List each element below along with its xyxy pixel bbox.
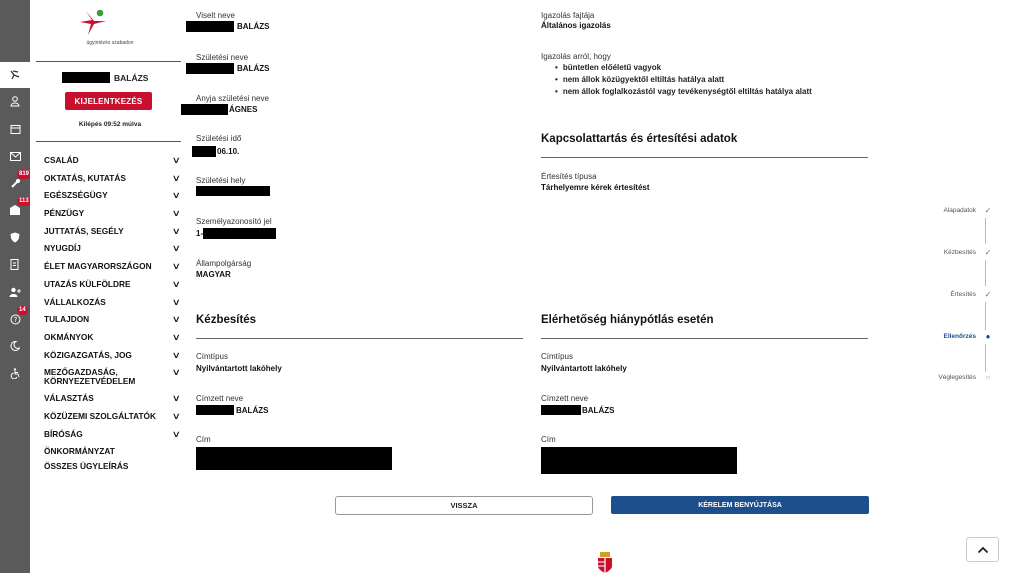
anyja-value: ÁGNES (181, 104, 257, 115)
category-menu (44, 156, 180, 480)
icon-rail (0, 0, 30, 573)
szul-ido-label: Születési idő (196, 134, 242, 143)
chevron-down-icon: ∨ (172, 243, 182, 254)
menu-item-penzugy[interactable]: PÉNZÜGY ∨ (44, 208, 182, 219)
fallback-cimzett-label: Címzett neve (541, 394, 589, 403)
menu-item-utazas[interactable]: UTAZÁS KÜLFÖLDRE ∨ (44, 278, 182, 289)
szemelyazonosito-label: Személyazonosító jel (196, 217, 272, 226)
chevron-down-icon: ∨ (172, 349, 182, 360)
certificate-item: • büntetlen előéletű vagyok (555, 63, 661, 72)
redacted-block (62, 72, 110, 83)
cimtipus-label: Címtípus (196, 352, 229, 361)
allampolgarsag-label: Állampolgárság (196, 259, 252, 268)
contact-heading: Kapcsolattartás és értesítési adatok (541, 133, 738, 145)
redacted-block (186, 63, 234, 74)
redacted-block (196, 405, 234, 415)
menu-item-osszes[interactable]: ÖSSZES ÜGYLEÍRÁS (44, 461, 129, 472)
viselt-value: BALÁZS (186, 21, 269, 32)
chevron-down-icon: ∨ (172, 314, 182, 325)
fallback-heading: Elérhetőség hiánypótlás esetén (541, 314, 714, 326)
chevron-down-icon: ∨ (172, 190, 182, 201)
menu-item-valasztas[interactable]: VÁLASZTÁS ∨ (44, 393, 182, 404)
accessibility-icon[interactable] (0, 360, 30, 386)
check-icon: ✓ (984, 248, 992, 257)
redacted-block (192, 146, 216, 157)
chevron-down-icon: ∨ (172, 225, 182, 236)
menu-item-elet[interactable]: ÉLET MAGYARORSZÁGON ∨ (44, 261, 182, 272)
cim-label: Cím (196, 435, 211, 444)
logo-text: ügyintézés szabadon (86, 40, 134, 46)
chevron-down-icon: ∨ (172, 261, 182, 272)
ertesites-tipus-value: Tárhelyemre kérek értesítést (541, 183, 650, 192)
chevron-down-icon: ∨ (172, 296, 182, 307)
service-desk-icon[interactable] (0, 62, 30, 88)
document-check-icon[interactable] (0, 251, 30, 277)
viselt-label: Viselt neve (196, 11, 235, 20)
szemelyazonosito-value: 1- (196, 228, 276, 239)
address-redacted (196, 447, 392, 470)
chevron-down-icon: ∨ (172, 331, 182, 342)
menu-item-juttatas[interactable]: JUTTATÁS, SEGÉLY ∨ (44, 225, 182, 236)
step-ellenorzes[interactable]: Ellenőrzés ● (943, 332, 994, 341)
current-step-dot-icon: ● (985, 332, 991, 341)
fallback-cimzett-value: BALÁZS (541, 405, 614, 415)
menu-item-kozigazgatas[interactable]: KÖZIGAZGATÁS, JOG ∨ (44, 349, 182, 360)
chevron-down-icon: ∨ (172, 428, 182, 439)
documents-badge: 113 (19, 198, 29, 204)
session-timer: Kilépés 09:52 múlva (78, 121, 142, 128)
chevron-down-icon: ∨ (172, 367, 182, 378)
igazolas-fajta-label: Igazolás fajtája (541, 11, 595, 20)
fallback-cimtipus-label: Címtípus (541, 352, 574, 361)
menu-item-birosag[interactable]: BÍRÓSÁG ∨ (44, 428, 182, 439)
menu-item-mezogazdasag[interactable]: MEZŐGAZDASÁG, KÖRNYEZETVÉDELEM ∨ (44, 367, 182, 387)
tools-icon[interactable] (0, 170, 30, 196)
igazolas-arrol-label: Igazolás arról, hogy (541, 52, 611, 61)
step-ertesites[interactable]: Értesítés ✓ (950, 290, 994, 299)
submit-button[interactable]: KÉRELEM BENYÚJTÁSA (611, 496, 869, 514)
check-icon: ✓ (984, 290, 992, 299)
user-icon[interactable] (0, 88, 30, 114)
heading-underline (541, 338, 868, 339)
step-connector (985, 302, 986, 330)
menu-item-csalad[interactable]: CSALÁD ∨ (44, 155, 182, 165)
scroll-top-button[interactable] (966, 537, 999, 562)
help-icon[interactable] (0, 306, 30, 332)
menu-item-onkormanyzat[interactable]: ÖNKORMÁNYZAT (44, 446, 115, 457)
szul-ido-value: 06.10. (192, 146, 239, 157)
redacted-block (181, 104, 228, 115)
divider (36, 61, 181, 62)
pending-step-circle-icon: ○ (985, 373, 991, 382)
menu-item-kozuzemi[interactable]: KÖZÜZEMI SZOLGÁLTATÓK ∨ (44, 410, 182, 421)
user-name (62, 72, 148, 83)
szul-hely-value (196, 186, 270, 196)
step-veglegesites: Véglegesítés ○ (938, 373, 994, 382)
user-name-text: BALÁZS (114, 72, 149, 83)
redacted-block (203, 228, 276, 239)
menu-item-vallalkozas[interactable]: VÁLLALKOZÁS ∨ (44, 296, 182, 307)
notification-badge: 819 (19, 171, 30, 177)
step-kezbesites[interactable]: Kézbesítés ✓ (944, 248, 994, 257)
igazolas-fajta-value: Általános igazolás (541, 21, 611, 30)
building-icon[interactable] (0, 197, 30, 223)
logout-button[interactable]: KIJELENTKEZÉS (65, 92, 152, 110)
svg-text:?: ? (13, 315, 17, 324)
menu-item-nyugdij[interactable]: NYUGDÍJ ∨ (44, 243, 182, 254)
coat-of-arms-icon (596, 552, 614, 573)
add-user-icon[interactable] (0, 279, 30, 305)
check-icon: ✓ (984, 206, 992, 215)
cimzett-label: Címzett neve (196, 394, 244, 403)
step-alapadatok[interactable]: Alapadatok ✓ (943, 206, 994, 215)
szul-hely-label: Születési hely (196, 176, 246, 185)
chevron-down-icon: ∨ (172, 172, 182, 183)
chevron-up-icon (977, 546, 989, 554)
dark-mode-icon[interactable] (0, 333, 30, 359)
anyja-label: Anyja születési neve (196, 94, 269, 103)
logo-icon[interactable] (78, 8, 110, 38)
heading-underline (541, 157, 868, 158)
redacted-block (186, 21, 234, 32)
address-redacted (541, 447, 737, 474)
fallback-cim-label: Cím (541, 435, 556, 444)
back-button[interactable]: VISSZA (335, 496, 593, 515)
chevron-down-icon: ∨ (172, 155, 182, 165)
certificate-item: • nem állok foglalkozástól vagy tevékenységtől eltiltás hatálya alatt (555, 87, 812, 96)
mail-icon[interactable] (0, 143, 30, 169)
szuletesi-nev-value: BALÁZS (186, 63, 269, 74)
divider (36, 141, 181, 142)
redacted-block (196, 186, 270, 196)
chevron-down-icon: ∨ (172, 208, 182, 219)
shield-icon[interactable] (0, 224, 30, 250)
delivery-heading: Kézbesítés (196, 314, 257, 326)
ertesites-tipus-label: Értesítés típusa (541, 172, 597, 181)
szuletesi-nev-label: Születési neve (196, 53, 249, 62)
help-badge: 14 (19, 307, 26, 313)
redacted-block (541, 405, 581, 415)
chevron-down-icon: ∨ (172, 393, 182, 404)
chevron-down-icon: ∨ (172, 278, 182, 289)
calendar-icon[interactable] (0, 116, 30, 142)
step-connector (985, 260, 986, 286)
menu-item-egeszsegugy[interactable]: EGÉSZSÉGÜGY ∨ (44, 190, 182, 201)
chevron-down-icon: ∨ (172, 410, 182, 421)
allampolgarsag-value: MAGYAR (196, 270, 231, 279)
cimzett-value: BALÁZS (196, 405, 268, 415)
fallback-cimtipus-value: Nyilvántartott lakóhely (541, 364, 627, 373)
cimtipus-value: Nyilvántartott lakóhely (196, 364, 282, 373)
menu-item-oktatas[interactable]: OKTATÁS, KUTATÁS ∨ (44, 172, 182, 183)
heading-underline (196, 338, 523, 339)
certificate-item: • nem állok közügyektől eltiltás hatálya alatt (555, 75, 724, 84)
step-connector (985, 344, 986, 372)
menu-item-okmanyok[interactable]: OKMÁNYOK ∨ (44, 331, 182, 342)
menu-item-tulajdon[interactable]: TULAJDON ∨ (44, 314, 182, 325)
step-connector (985, 218, 986, 244)
